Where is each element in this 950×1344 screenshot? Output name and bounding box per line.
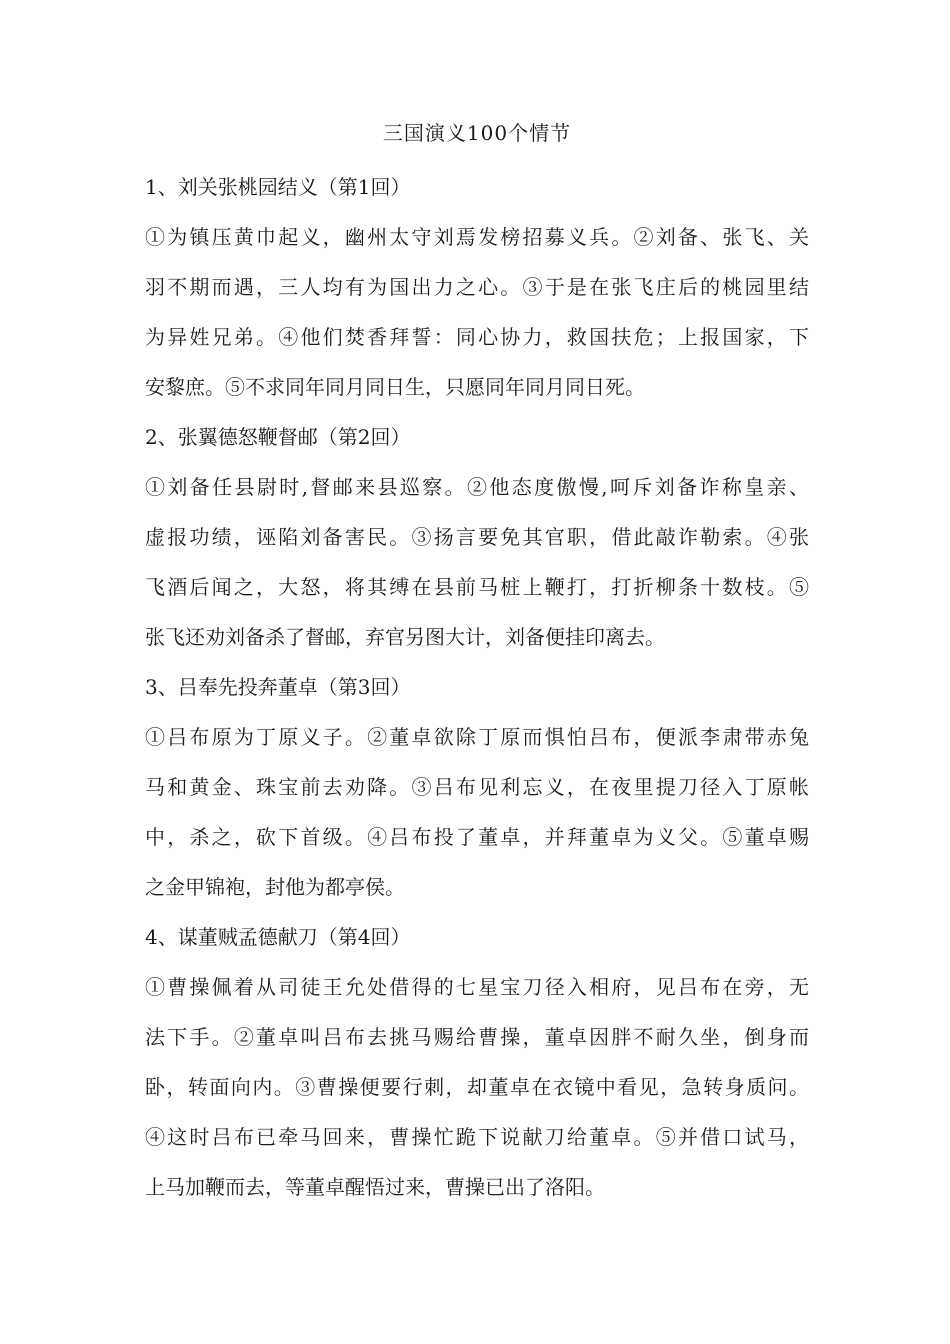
section-2 (145, 412, 809, 662)
paragraph-line: 上马加鞭而去，等董卓醒悟过来，曹操已出了洛阳。 (145, 1175, 605, 1199)
paragraph-line: 虚报功绩，诬陷刘备害民。③扬言要免其官职，借此敲诈勒索。④张 (145, 525, 809, 549)
section-4 (145, 912, 809, 1212)
paragraph-line: 之金甲锦袍，封他为都亭侯。 (145, 875, 405, 899)
paragraph-line: ①曹操佩着从司徒王允处借得的七星宝刀径入相府，见吕布在旁，无 (145, 975, 809, 999)
paragraph-line: 卧，转面向内。③曹操便要行刺，却董卓在衣镜中看见，急转身质问。 (145, 1075, 809, 1099)
paragraph-line: ①为镇压黄巾起义，幽州太守刘焉发榜招募义兵。②刘备、张飞、关 (145, 225, 809, 249)
section-heading: 2、张翼德怒鞭督邮（第2回） (145, 425, 411, 449)
section-1 (145, 162, 809, 412)
paragraph-line: ④这时吕布已牵马回来，曹操忙跪下说献刀给董卓。⑤并借口试马， (145, 1125, 809, 1149)
paragraph-line: 法下手。②董卓叫吕布去挑马赐给曹操，董卓因胖不耐久坐，倒身而 (145, 1025, 809, 1049)
paragraph-line: 张飞还劝刘备杀了督邮，弃官另图大计，刘备便挂印离去。 (145, 625, 665, 649)
section-3 (145, 662, 809, 912)
paragraph-line: 中，杀之，砍下首级。④吕布投了董卓，并拜董卓为义父。⑤董卓赐 (145, 825, 809, 849)
document-title: 三国演义100个情节 (382, 121, 572, 145)
paragraph-line: 安黎庶。⑤不求同年同月同日生，只愿同年同月同日死。 (145, 375, 645, 399)
paragraph-line: ①吕布原为丁原义子。②董卓欲除丁原而惧怕吕布，便派李肃带赤兔 (145, 725, 809, 749)
paragraph-line: ①刘备任县尉时,督邮来县巡察。②他态度傲慢,呵斥刘备诈称皇亲、 (145, 475, 809, 499)
paragraph-line: 飞酒后闻之，大怒，将其缚在县前马桩上鞭打，打折柳条十数枝。⑤ (145, 575, 809, 599)
section-heading: 1、刘关张桃园结义（第1回） (145, 175, 411, 199)
section-heading: 3、吕奉先投奔董卓（第3回） (145, 675, 411, 699)
paragraph-line: 为异姓兄弟。④他们焚香拜誓：同心协力，救国扶危；上报国家，下 (145, 325, 809, 349)
document-page (145, 112, 809, 1212)
section-heading: 4、谋董贼孟德献刀（第4回） (145, 925, 411, 949)
paragraph-line: 马和黄金、珠宝前去劝降。③吕布见利忘义，在夜里提刀径入丁原帐 (145, 775, 809, 799)
paragraph-line: 羽不期而遇，三人均有为国出力之心。③于是在张飞庄后的桃园里结 (145, 275, 809, 299)
